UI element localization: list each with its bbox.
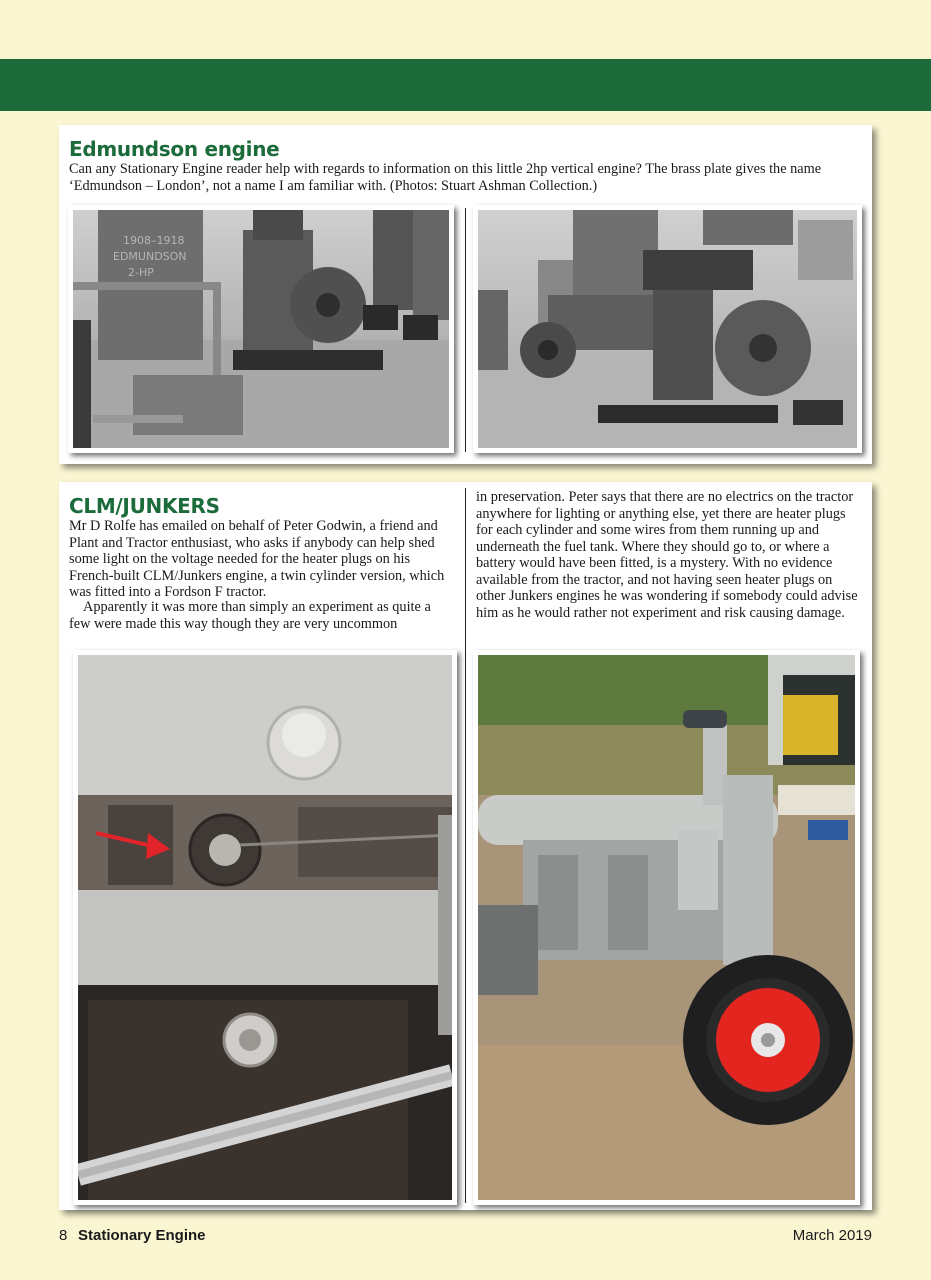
article-edmundson-panel [59, 125, 872, 464]
article-clm-junkers-col1-p1: Mr D Rolfe has emailed on behalf of Peter Godwin, a friend and Plant and Tractor enthusiast, who asks if anybody can help shed some light on the voltage needed for the heater plugs on his French-built CLM/Junkers engine, a twin cylinder version, which was fitted into a Fordson F tractor. [69, 518, 445, 600]
photo-fordson-tractor [473, 650, 860, 1205]
article-clm-junkers-panel [59, 482, 872, 1210]
column-divider-2 [465, 488, 466, 1203]
footer-issue-date: March 2019 [792, 1227, 872, 1244]
engine-photo-right-image [478, 210, 857, 448]
fordson-tractor-image [478, 655, 855, 1200]
heater-plug-closeup-image [78, 655, 452, 1200]
photo-edmundson-engine-right [473, 205, 862, 453]
photo-edmundson-engine-left [68, 205, 454, 453]
article-clm-junkers-col1-p2: Apparently it was more than simply an experiment as quite a few were made this way though they are very uncommon [69, 599, 431, 632]
article-edmundson-body: Can any Stationary Engine reader help with regards to information on this little 2hp vertical engine? The brass plate gives the name ‘Edmundson – London’, not a name I am familiar with. (Photos: Stuart Ashman Collection.) [69, 161, 822, 194]
tank-text-3: 2-HP [128, 266, 154, 279]
footer-magazine-name: Stationary Engine [78, 1227, 206, 1244]
engine-photo-left-image [73, 210, 449, 448]
tank-text-2: EDMUNDSON [113, 250, 187, 263]
photo-heater-plug-closeup [73, 650, 457, 1205]
article-clm-junkers-heading: CLM/JUNKERS [69, 494, 220, 518]
footer-page-number: 8 [59, 1227, 68, 1244]
article-edmundson-heading: Edmundson engine [69, 137, 280, 161]
tank-text-1: 1908–1918 [123, 234, 185, 247]
column-divider [465, 208, 466, 452]
header-bar [0, 59, 931, 111]
article-clm-junkers-col2: in preservation. Peter says that there are no electrics on the tractor anywhere for lighting or anything else, yet there are heater plugs for each cylinder and some wires from them running up and underneath the fuel tank. Where they should go to, or where a battery would have been fitted, is a mystery. With no evidence available from the tractor, and not having seen heater plugs on other Junkers engines he was wondering if somebody could advise him as he would rather not experiment and risk causing damage. [476, 489, 858, 621]
